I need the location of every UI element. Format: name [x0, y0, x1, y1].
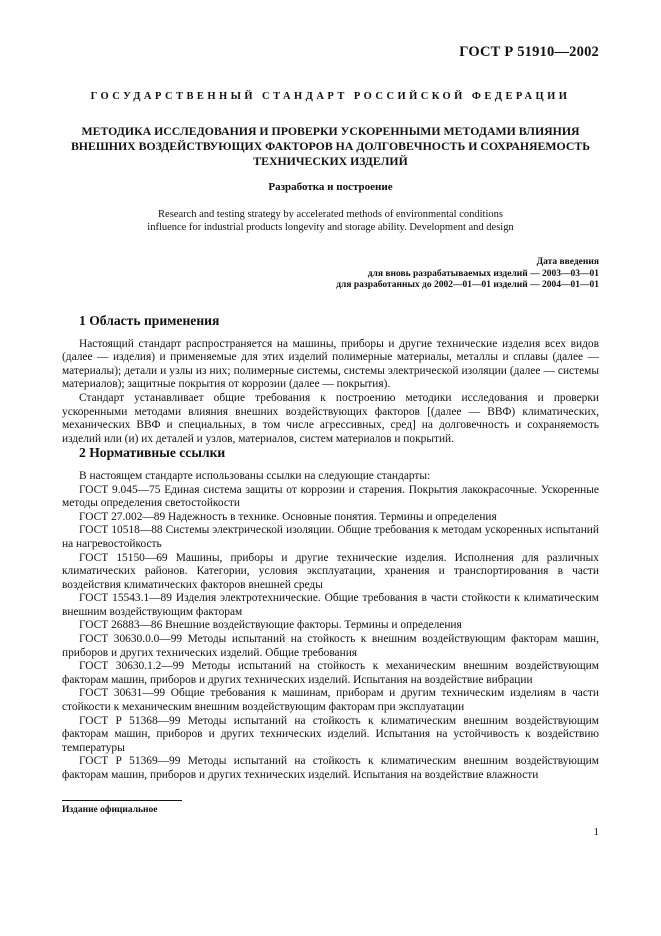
date-existing-products: для разработанных до 2002—01—01 изделий — 2004—01—01 [336, 280, 599, 290]
section-heading-references: 2 Нормативные ссылки [79, 445, 226, 461]
reference-item: ГОСТ Р 51368—99 Методы испытаний на стойкость к климатическим внешним воздействующим факторам машин, приборов и других технических изделий. Испытания на устойчивость к воздействию температуры [62, 714, 599, 754]
reference-item: ГОСТ 30631—99 Общие требования к машинам, приборам и другим техническим изделиям в части стойкости к механическим внешним воздействующим факторам при эксплуатации [62, 687, 599, 714]
introduction-dates [336, 257, 599, 292]
title-line: ТЕХНИЧЕСКИХ ИЗДЕЛИЙ [253, 154, 408, 168]
document-body [62, 314, 599, 783]
reference-item: ГОСТ 9.045—75 Единая система защиты от коррозии и старения. Покрытия лакокрасочные. Ускоренные методы определения светостойкости [62, 483, 599, 510]
state-standard-heading: ГОСУДАРСТВЕННЫЙ СТАНДАРТ РОССИЙСКОЙ ФЕДЕРАЦИИ [90, 91, 571, 102]
paragraph: В настоящем стандарте использованы ссылки на следующие стандарты: [79, 469, 431, 482]
reference-item: ГОСТ 30630.1.2—99 Методы испытаний на стойкость к механическим внешним воздействующим факторам машин, приборов и других технических изделий. Испытания на воздействие вибрации [62, 660, 599, 686]
reference-item: ГОСТ 27.002—89 Надежность в технике. Основные понятия. Термины и определения [79, 510, 497, 523]
reference-item: ГОСТ Р 51369—99 Методы испытаний на стойкость к климатическим внешним воздействующим факторам машин, приборов и других технических изделий. Испытания на воздействие влажности [62, 755, 599, 781]
page-number: 1 [593, 826, 599, 838]
english-title-line: Research and testing strategy by accelerated methods of environmental conditions [158, 209, 503, 220]
footnote-divider [62, 800, 182, 801]
paragraph: Стандарт устанавливает общие требования к построению методики исследования и проверки ускоренными методами влияния внешних воздействующих факторов [(далее — ВВФ) климатических, механических ВВФ и специальных, в том числе агрессивных, сред] на долговечность и сохраняемость изделий или (и) их деталей и узлов, материалов, систем материалов и покрытий. [62, 391, 599, 445]
document-subtitle: Разработка и построение [268, 181, 393, 193]
reference-item: ГОСТ 10518—88 Системы электрической изоляции. Общие требования к методам ускоренных испытаний на нагревостойкость [62, 524, 599, 550]
reference-item: ГОСТ 26883—86 Внешние воздействующие факторы. Термины и определения [79, 619, 462, 632]
date-label: Дата введения [536, 257, 599, 267]
section-heading-scope: 1 Область применения [79, 313, 220, 328]
english-title [62, 208, 599, 234]
title-line: МЕТОДИКА ИССЛЕДОВАНИЯ И ПРОВЕРКИ УСКОРЕННЫМИ МЕТОДАМИ ВЛИЯНИЯ [81, 124, 580, 138]
title-line: ВНЕШНИХ ВОЗДЕЙСТВУЮЩИХ ФАКТОРОВ НА ДОЛГОВЕЧНОСТЬ И СОХРАНЯЕМОСТЬ [70, 139, 591, 153]
paragraph: Настоящий стандарт распространяется на машины, приборы и другие технические изделия всех видов (далее — изделия) и применяемые для этих изделий полимерные материалы, металлы и сплавы (далее — материалы); детали и узлы из них; полимерные системы, системы электрической изоляции (далее — системы материалов); защитные покрытия от коррозии (далее — покрытия). [62, 337, 599, 391]
reference-item: ГОСТ 30630.0.0—99 Методы испытаний на стойкость к внешним воздействующим факторам машин, приборов и других технических изделий. Общие требования [62, 633, 599, 659]
english-title-line: influence for industrial products longevity and storage ability. Development and design [147, 222, 514, 233]
reference-item: ГОСТ 15543.1—89 Изделия электротехнические. Общие требования в части стойкости к климатическим внешним воздействующим факторам [62, 592, 599, 618]
standard-code: ГОСТ Р 51910—2002 [459, 44, 599, 60]
official-edition-note: Издание официальное [62, 805, 158, 815]
reference-item: ГОСТ 15150—69 Машины, приборы и другие технические изделия. Исполнения для различных климатических районов. Категории, условия эксплуатации, хранения и транспортирования в части воздействия климатических факторов внешней среды [62, 551, 599, 591]
date-new-products: для вновь разрабатываемых изделий — 2003—03—01 [367, 268, 599, 279]
document-title [62, 124, 599, 169]
